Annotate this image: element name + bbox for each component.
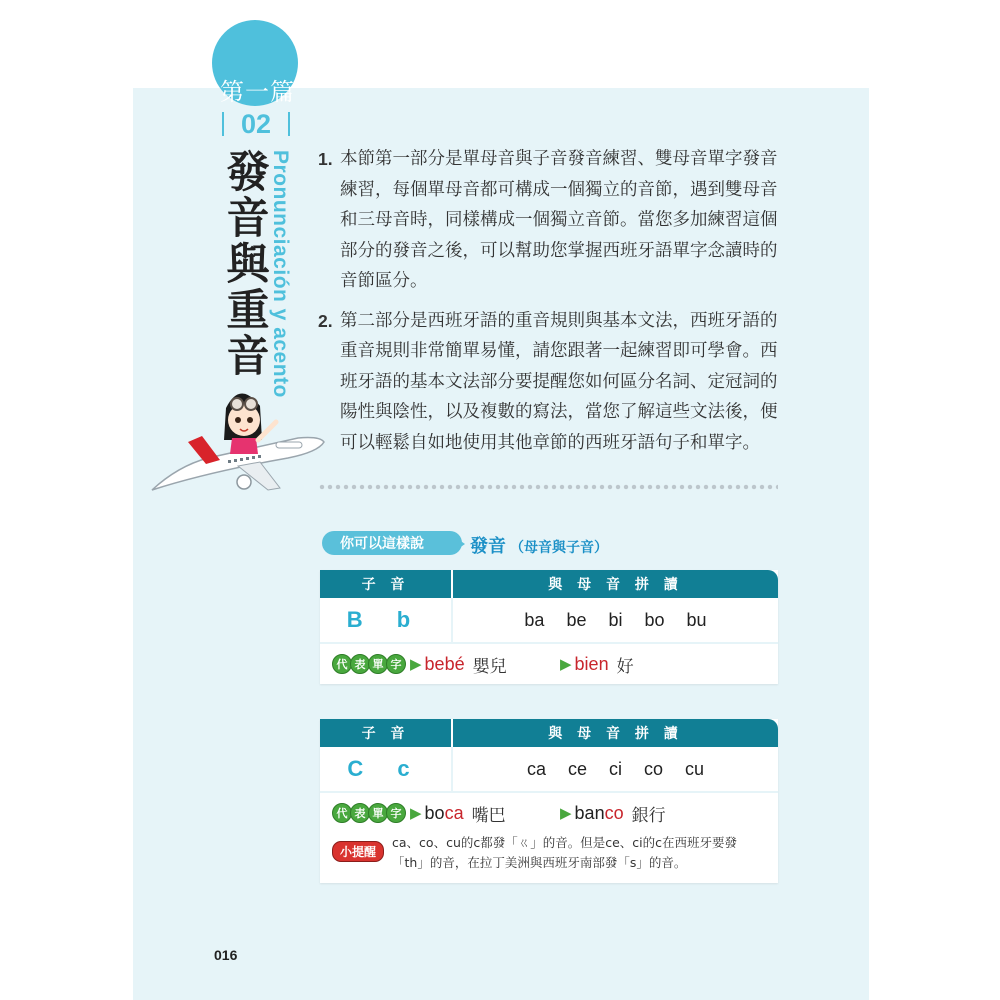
pill-arrow-icon	[455, 537, 465, 551]
example-word	[560, 652, 634, 677]
syllable-list	[453, 598, 778, 642]
consonant-letter: B b	[320, 598, 453, 642]
syllable: cu	[685, 758, 705, 779]
chapter-number-text: 02	[240, 108, 272, 139]
word-highlight: co	[604, 802, 624, 823]
consonant-table-c	[320, 719, 778, 883]
tag-char: 字	[386, 803, 406, 823]
intro-item	[318, 306, 778, 459]
triangle-right-icon: ▶	[560, 804, 572, 822]
example-words-row	[320, 644, 778, 684]
section-pill: 你可以這樣說	[322, 531, 462, 555]
word-meaning: 銀行	[631, 805, 666, 826]
word-prefix: ban	[574, 802, 605, 823]
tag-char: 單	[368, 803, 388, 823]
girl-on-airplane-illustration	[148, 380, 328, 500]
chapter-number	[222, 108, 290, 140]
syllable: bi	[608, 609, 623, 630]
table-header-spelling: 與 母 音 拼 讀	[548, 577, 683, 593]
word-prefix: bo	[424, 802, 445, 823]
tag-char: 表	[350, 654, 370, 674]
word-highlight: bien	[574, 653, 609, 674]
intro-text	[318, 144, 778, 467]
intro-item-number: 2.	[318, 310, 333, 331]
intro-item-text: 第二部分是西班牙語的重音規則與基本文法，西班牙語的重音規則非常簡單易懂，請您跟著一起練習即可學會。西班牙語的基本文法部分要提醒您如何區分名詞、定冠詞的陽性與陰性，以及複數的寫法，當您了解這些文法後，便可以輕鬆自如地使用其他章節的西班牙語句子和單字。	[340, 310, 778, 453]
example-word	[410, 801, 560, 826]
word-highlight: bebé	[424, 653, 465, 674]
tag-char: 表	[350, 803, 370, 823]
triangle-right-icon: ▶	[410, 804, 422, 822]
syllable: ca	[526, 758, 546, 779]
syllable: ci	[609, 758, 622, 779]
tip-label: 小提醒	[332, 841, 384, 862]
syllable: co	[644, 758, 664, 779]
syllable: bo	[644, 609, 665, 630]
triangle-right-icon: ▶	[410, 655, 422, 673]
tip-text: ca、co、cu的c都發「ㄍ」的音。但是ce、ci的c在西班牙要發「th」的音，在拉丁美洲與西班牙南部發「s」的音。	[392, 835, 738, 870]
table-row	[320, 598, 778, 644]
table-row	[320, 747, 778, 793]
table-header	[320, 719, 778, 747]
word-highlight: ca	[444, 802, 464, 823]
section-heading	[470, 532, 608, 558]
example-word	[560, 801, 666, 826]
tag-char: 代	[332, 654, 352, 674]
consonant-table-b	[320, 570, 778, 684]
word-meaning: 嬰兒	[472, 656, 507, 677]
consonant-letter: C c	[320, 747, 453, 791]
chapter-title-char: 重	[226, 286, 270, 336]
table-header-consonant: 子 音	[320, 719, 453, 747]
chapter-title-char: 音	[226, 194, 270, 244]
chapter-title-char: 與	[226, 240, 270, 290]
page-number: 016	[214, 947, 238, 963]
table-header-spelling: 與 母 音 拼 讀	[548, 726, 683, 742]
section-heading-note: （母音與子音）	[510, 540, 608, 556]
syllable: bu	[686, 609, 707, 630]
tag-char: 代	[332, 803, 352, 823]
tag-char: 單	[368, 654, 388, 674]
table-header-consonant: 子 音	[320, 570, 453, 598]
syllable: be	[566, 609, 587, 630]
intro-item-number: 1.	[318, 149, 333, 169]
table-header	[320, 570, 778, 598]
intro-item-text: 本節第一部分是單母音與子音發音練習、雙母音單字發音練習，每個單母音都可構成一個獨立的音節，遇到雙母音和三母音時，同樣構成一個獨立音節。當您多加練習這個部分的發音之後，可以幫助您掌握西班牙語單字念讀時的音節區分。	[340, 149, 778, 291]
syllable-list	[453, 747, 778, 791]
chapter-title-char: 發	[226, 148, 270, 198]
chapter-subtitle: Pronunciación y acento	[269, 150, 292, 398]
part-title: 第一篇	[220, 78, 295, 106]
example-words-tag	[332, 654, 404, 674]
example-word	[410, 652, 560, 677]
chapter-title-char: 音	[226, 332, 270, 382]
example-words-row	[320, 793, 778, 833]
syllable: ba	[524, 609, 545, 630]
syllable: ce	[567, 758, 587, 779]
intro-item	[318, 144, 778, 297]
triangle-right-icon: ▶	[560, 655, 572, 673]
section-heading-text: 發音	[470, 536, 506, 557]
chapter-title	[226, 150, 270, 380]
dotted-divider	[318, 484, 778, 490]
tag-char: 字	[386, 654, 406, 674]
word-meaning: 嘴巴	[471, 805, 506, 826]
example-words-tag	[332, 803, 404, 823]
word-meaning: 好	[616, 656, 634, 677]
tip-box	[320, 833, 778, 883]
